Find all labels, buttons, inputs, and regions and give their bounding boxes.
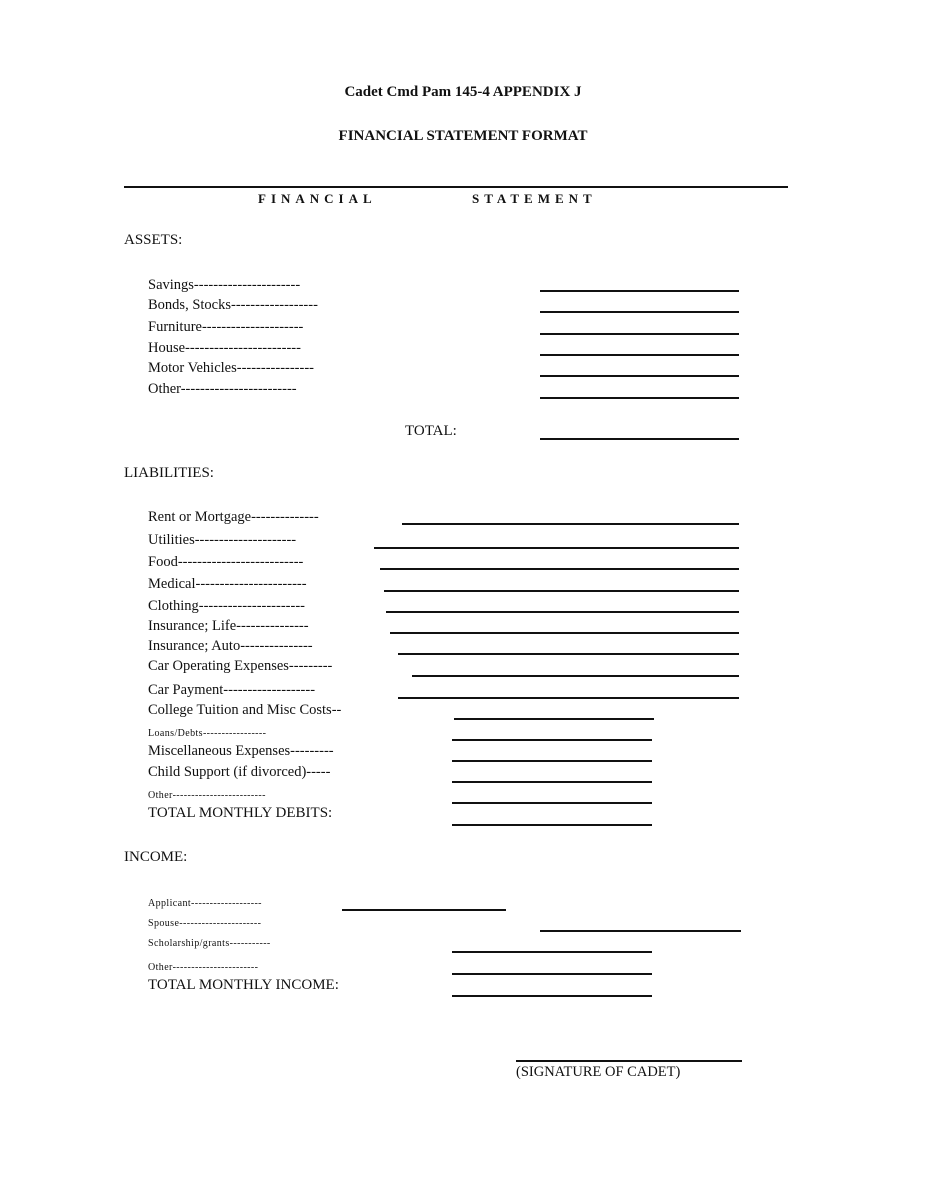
asset-field-furniture[interactable] [540,333,739,335]
document-title: Cadet Cmd Pam 145-4 APPENDIX J [344,84,582,100]
liability-field-college[interactable] [454,718,654,720]
asset-label-house: House------------------------ [148,340,301,356]
income-total-label: TOTAL MONTHLY INCOME: [148,977,339,993]
asset-field-house[interactable] [540,354,739,356]
liability-field-clothing[interactable] [386,611,739,613]
liability-label-food: Food-------------------------- [148,554,304,570]
liabilities-total-label: TOTAL MONTHLY DEBITS: [148,805,333,821]
asset-field-bonds[interactable] [540,311,739,313]
income-field-spouse[interactable] [540,930,741,932]
asset-label-other: Other------------------------ [148,381,297,397]
assets-total-label: TOTAL: [405,423,457,439]
header-rule [124,186,788,188]
liability-field-insurance-life[interactable] [390,632,739,634]
liability-label-car-operating: Car Operating Expenses--------- [148,658,333,674]
liability-field-misc[interactable] [452,760,652,762]
liability-field-car-payment[interactable] [398,697,739,699]
income-total-field[interactable] [452,995,652,997]
liability-label-car-payment: Car Payment------------------- [148,682,316,698]
liability-field-food[interactable] [380,568,739,570]
liability-field-child-support[interactable] [452,781,652,783]
liability-field-loans[interactable] [452,739,652,741]
asset-field-vehicles[interactable] [540,375,739,377]
income-field-other[interactable] [452,973,652,975]
liabilities-total-field[interactable] [452,824,652,826]
banner-statement: STATEMENT [472,191,597,206]
liability-label-clothing: Clothing---------------------- [148,598,305,614]
assets-heading: ASSETS: [124,232,183,248]
liability-label-medical: Medical----------------------- [148,576,307,592]
liability-label-loans: Loans/Debts----------------- [148,728,267,739]
liability-field-insurance-auto[interactable] [398,653,739,655]
income-label-scholarship: Scholarship/grants----------- [148,938,271,949]
liability-label-misc: Miscellaneous Expenses--------- [148,743,334,759]
signature-line[interactable] [516,1060,742,1062]
asset-label-bonds: Bonds, Stocks------------------ [148,297,318,313]
liability-field-other[interactable] [452,802,652,804]
liability-field-rent[interactable] [402,523,739,525]
liability-field-utilities[interactable] [374,547,739,549]
document-subtitle: FINANCIAL STATEMENT FORMAT [338,128,588,144]
income-heading: INCOME: [124,849,188,865]
liability-label-child-support: Child Support (if divorced)----- [148,764,331,780]
liabilities-heading: LIABILITIES: [124,465,214,481]
liability-label-other: Other------------------------- [148,790,266,801]
asset-field-other[interactable] [540,397,739,399]
asset-label-furniture: Furniture--------------------- [148,319,304,335]
asset-label-savings: Savings---------------------- [148,277,301,293]
income-label-other: Other----------------------- [148,962,259,973]
liability-label-rent: Rent or Mortgage-------------- [148,509,319,525]
banner-financial: FINANCIAL [258,191,377,206]
income-label-applicant: Applicant------------------- [148,898,262,909]
liability-label-insurance-auto: Insurance; Auto--------------- [148,638,313,654]
signature-label: (SIGNATURE OF CADET) [516,1064,681,1080]
liability-field-medical[interactable] [384,590,739,592]
assets-total-field[interactable] [540,438,739,440]
income-field-applicant[interactable] [342,909,506,911]
income-field-scholarship[interactable] [452,951,652,953]
liability-label-insurance-life: Insurance; Life--------------- [148,618,309,634]
asset-label-vehicles: Motor Vehicles---------------- [148,360,314,376]
liability-field-car-operating[interactable] [412,675,739,677]
liability-label-college: College Tuition and Misc Costs-- [148,702,342,718]
liability-label-utilities: Utilities--------------------- [148,532,297,548]
asset-field-savings[interactable] [540,290,739,292]
income-label-spouse: Spouse---------------------- [148,918,262,929]
